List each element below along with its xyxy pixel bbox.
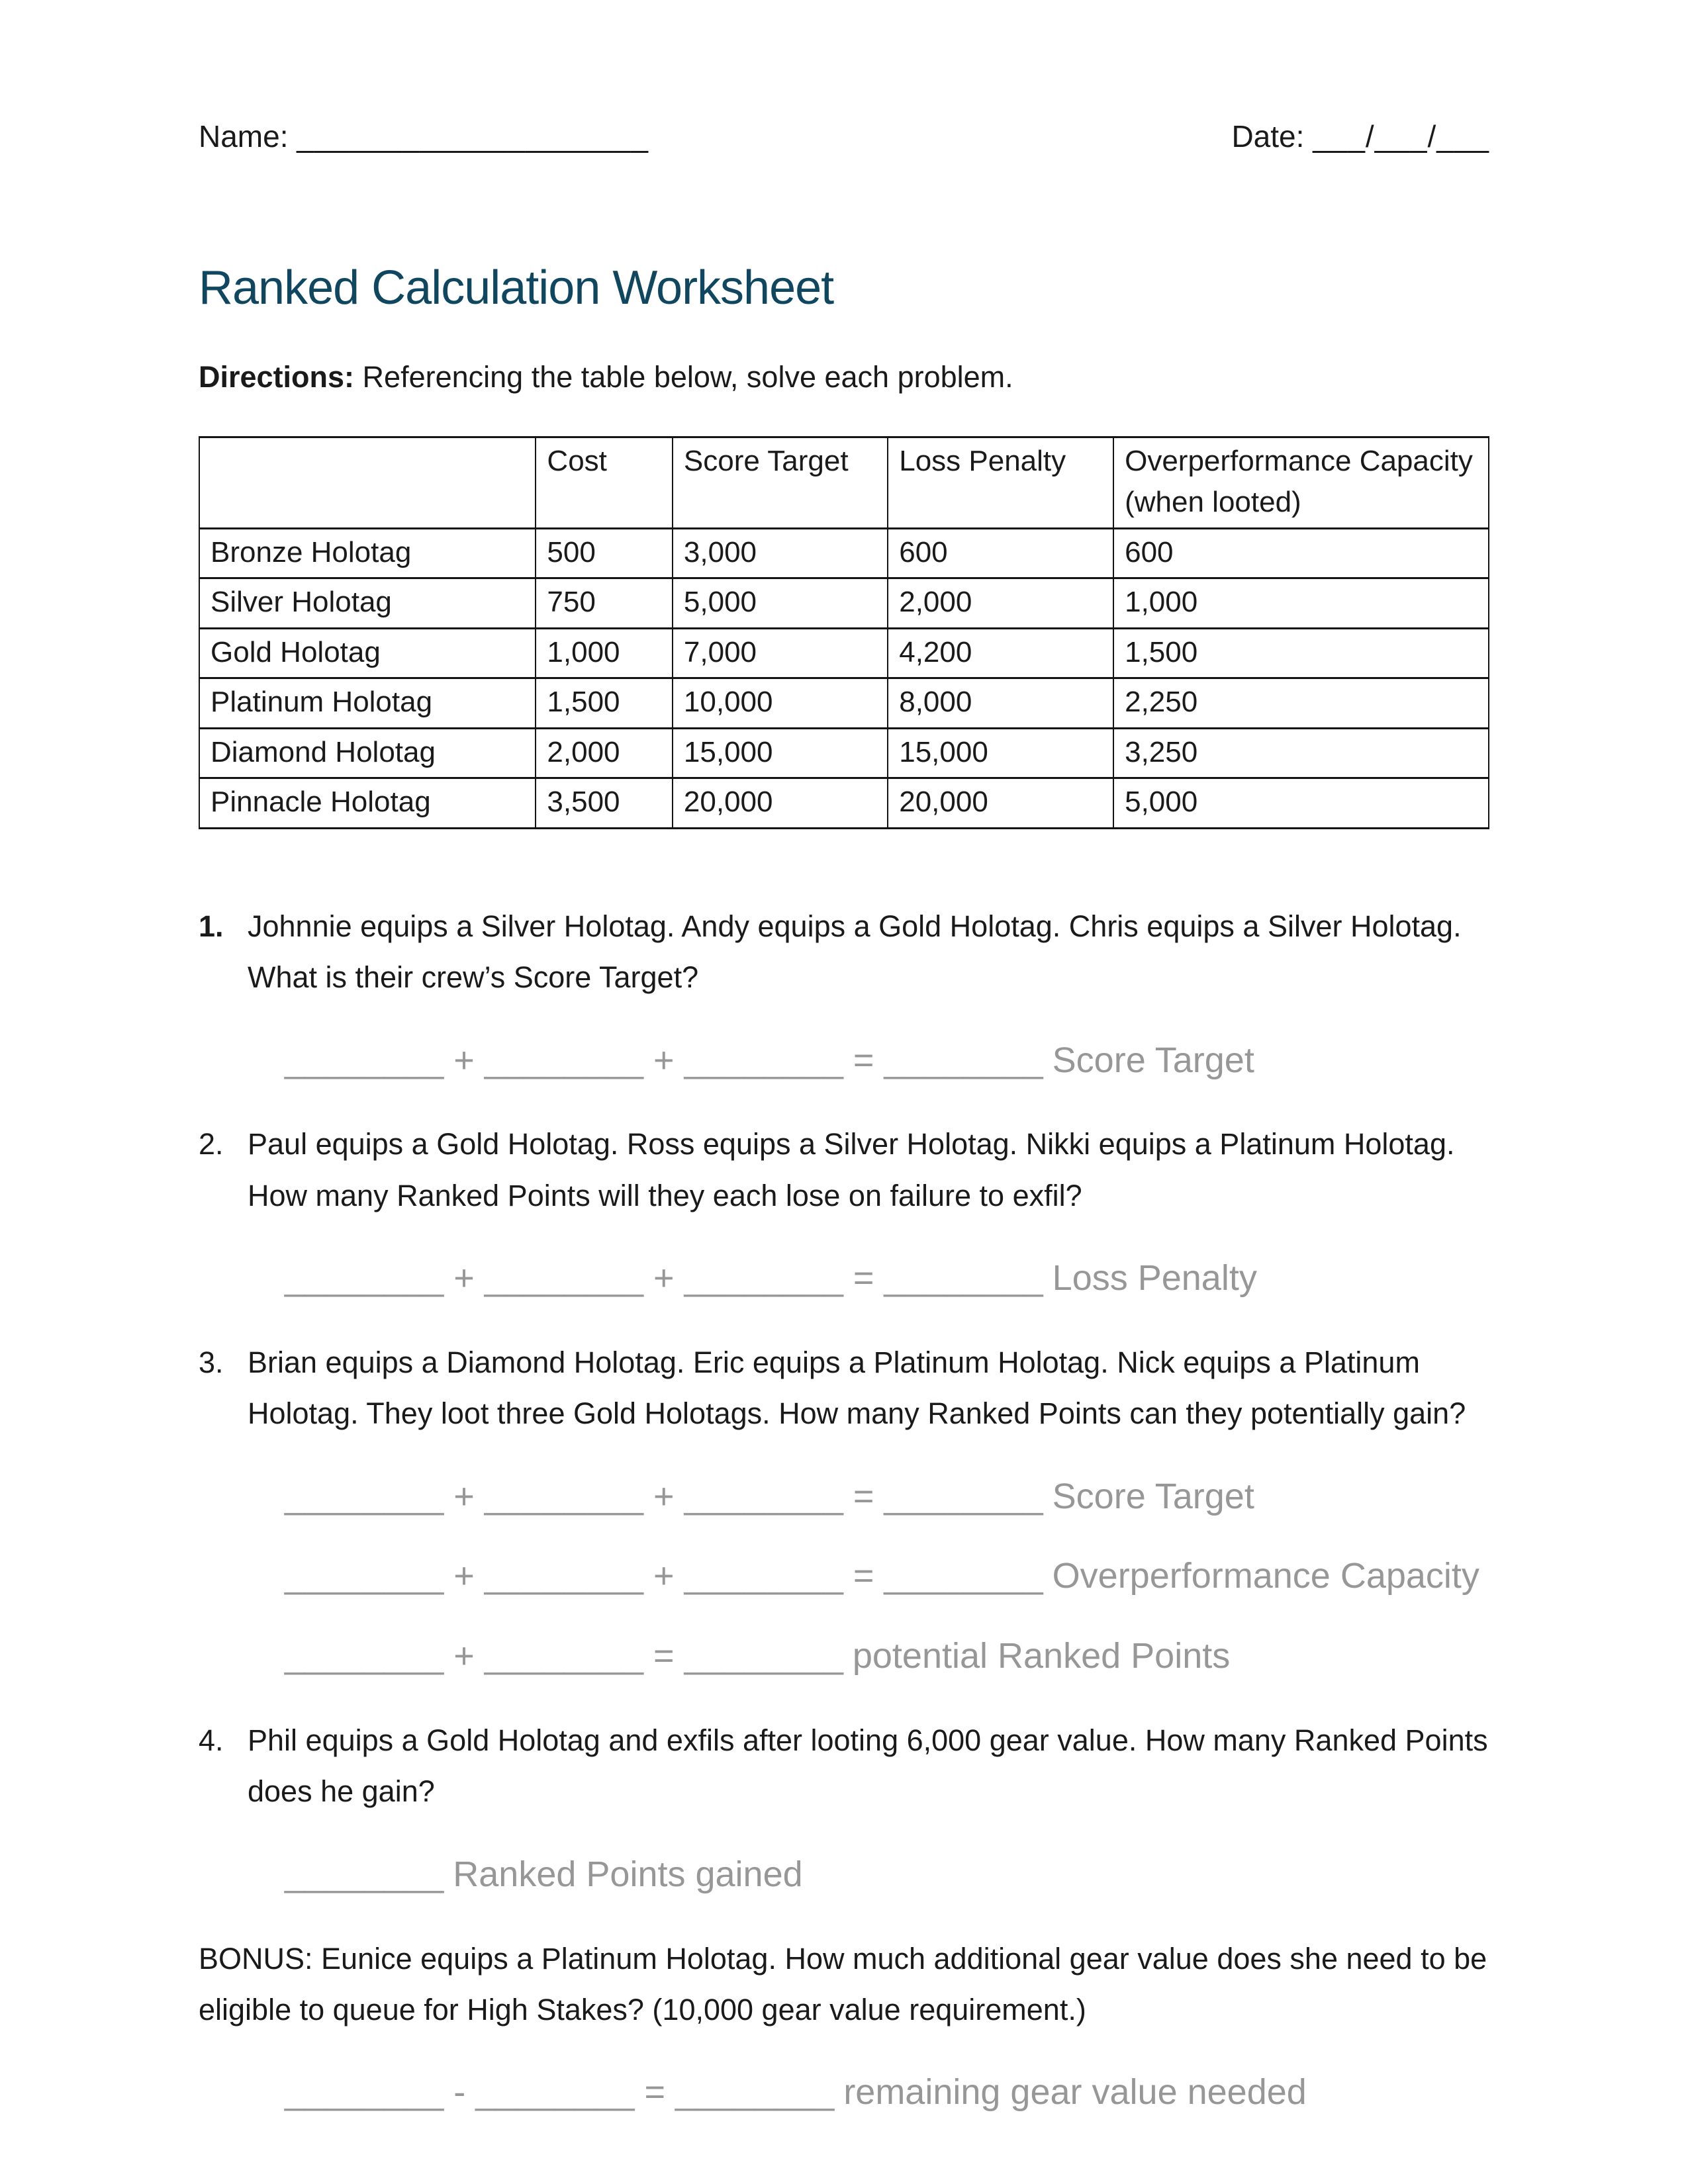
row-loss-penalty: 600: [888, 528, 1113, 578]
question-3-equation-score-target: [285, 1475, 1489, 1518]
row-overperformance: 1,000: [1113, 578, 1489, 628]
row-name: Pinnacle Holotag: [199, 778, 536, 828]
row-name: Silver Holotag: [199, 578, 536, 628]
equation-label: Ranked Points gained: [453, 1854, 803, 1894]
equation-label: Loss Penalty: [1052, 1258, 1257, 1298]
equation-blanks: ________ + ________ + ________ = ________: [285, 1476, 1043, 1516]
question-4: [199, 1715, 1489, 1817]
equation-blanks: ________ + ________ = ________: [285, 1636, 843, 1676]
equation-label: Overperformance Capacity: [1052, 1556, 1479, 1596]
question-1: [199, 901, 1489, 1003]
table-row: [199, 778, 1489, 828]
header-cell-blank: [199, 437, 536, 529]
row-name: Gold Holotag: [199, 628, 536, 678]
header-cell-loss-penalty: Loss Penalty: [888, 437, 1113, 529]
row-loss-penalty: 15,000: [888, 728, 1113, 778]
row-score-target: 7,000: [673, 628, 888, 678]
row-overperformance: 5,000: [1113, 778, 1489, 828]
row-cost: 1,500: [536, 678, 672, 728]
question-4-equation: [285, 1853, 1489, 1896]
equation-label: Score Target: [1052, 1476, 1254, 1516]
question-3: [199, 1337, 1489, 1439]
row-cost: 500: [536, 528, 672, 578]
row-score-target: 10,000: [673, 678, 888, 728]
row-cost: 750: [536, 578, 672, 628]
question-3-equation-overperformance: [285, 1555, 1489, 1598]
question-number: 1.: [199, 909, 224, 943]
holotag-reference-table: [199, 436, 1489, 829]
bonus-equation: [285, 2071, 1489, 2114]
equation-label: potential Ranked Points: [852, 1636, 1231, 1676]
question-text: Brian equips a Diamond Holotag. Eric equips a Platinum Holotag. Nick equips a Platinum Holotag. They loot three Gold Holotags. How many Ranked Points can they potentially gain?: [248, 1345, 1466, 1431]
directions-label: Directions:: [199, 359, 355, 394]
question-2: [199, 1118, 1489, 1221]
equation-label: Score Target: [1052, 1040, 1254, 1080]
row-score-target: 3,000: [673, 528, 888, 578]
row-loss-penalty: 2,000: [888, 578, 1113, 628]
question-3-equation-potential-points: [285, 1635, 1489, 1678]
table-row: [199, 728, 1489, 778]
page-title: Ranked Calculation Worksheet: [199, 261, 834, 314]
equation-blanks: ________ + ________ + ________ = ________: [285, 1040, 1043, 1080]
question-number: 3.: [199, 1345, 224, 1379]
table-row: [199, 528, 1489, 578]
bonus-question: BONUS: Eunice equips a Platinum Holotag. How much additional gear value does she need to be eligible to queue for High Stakes? (10,000 gear value requirement.): [199, 1941, 1487, 2027]
directions: [199, 355, 1489, 400]
row-cost: 2,000: [536, 728, 672, 778]
date-blank-line: ___/___/___: [1313, 119, 1489, 154]
row-overperformance: 2,250: [1113, 678, 1489, 728]
question-number: 2.: [199, 1127, 224, 1161]
name-label: Name:: [199, 119, 289, 154]
row-name: Bronze Holotag: [199, 528, 536, 578]
row-loss-penalty: 4,200: [888, 628, 1113, 678]
row-overperformance: 1,500: [1113, 628, 1489, 678]
row-loss-penalty: 20,000: [888, 778, 1113, 828]
row-score-target: 15,000: [673, 728, 888, 778]
question-text: Johnnie equips a Silver Holotag. Andy equips a Gold Holotag. Chris equips a Silver Holotag. What is their crew’s Score Target?: [248, 909, 1462, 995]
equation-label: remaining gear value needed: [843, 2072, 1307, 2113]
question-text: Phil equips a Gold Holotag and exfils after looting 6,000 gear value. How many Ranked Points does he gain?: [248, 1723, 1488, 1809]
row-loss-penalty: 8,000: [888, 678, 1113, 728]
row-cost: 3,500: [536, 778, 672, 828]
question-2-equation: [285, 1257, 1489, 1300]
header-cell-score-target: Score Target: [673, 437, 888, 529]
date-field: [1231, 118, 1489, 156]
row-overperformance: 600: [1113, 528, 1489, 578]
equation-blanks: ________ + ________ + ________ = ________: [285, 1556, 1043, 1596]
directions-text: Referencing the table below, solve each problem.: [354, 359, 1013, 394]
table-header-row: [199, 437, 1489, 529]
question-number: 4.: [199, 1723, 224, 1758]
header-cell-cost: Cost: [536, 437, 672, 529]
page-header: [199, 118, 1489, 156]
row-name: Platinum Holotag: [199, 678, 536, 728]
name-blank-line: ____________________: [297, 119, 649, 154]
date-label: Date:: [1231, 119, 1305, 154]
row-score-target: 20,000: [673, 778, 888, 828]
question-1-equation: [285, 1039, 1489, 1082]
row-name: Diamond Holotag: [199, 728, 536, 778]
row-overperformance: 3,250: [1113, 728, 1489, 778]
row-score-target: 5,000: [673, 578, 888, 628]
name-field: [199, 118, 649, 156]
row-cost: 1,000: [536, 628, 672, 678]
question-text: Paul equips a Gold Holotag. Ross equips a Silver Holotag. Nikki equips a Platinum Holotag. How many Ranked Points will they each lose on failure to exfil?: [248, 1127, 1455, 1212]
table-row: [199, 678, 1489, 728]
table-row: [199, 578, 1489, 628]
header-cell-overperformance: Overperformance Capacity (when looted): [1113, 437, 1489, 529]
equation-blanks: ________ - ________ = ________: [285, 2072, 835, 2113]
table-row: [199, 628, 1489, 678]
equation-blanks: ________ + ________ + ________ = ________: [285, 1258, 1043, 1298]
equation-blanks: ________: [285, 1854, 444, 1894]
